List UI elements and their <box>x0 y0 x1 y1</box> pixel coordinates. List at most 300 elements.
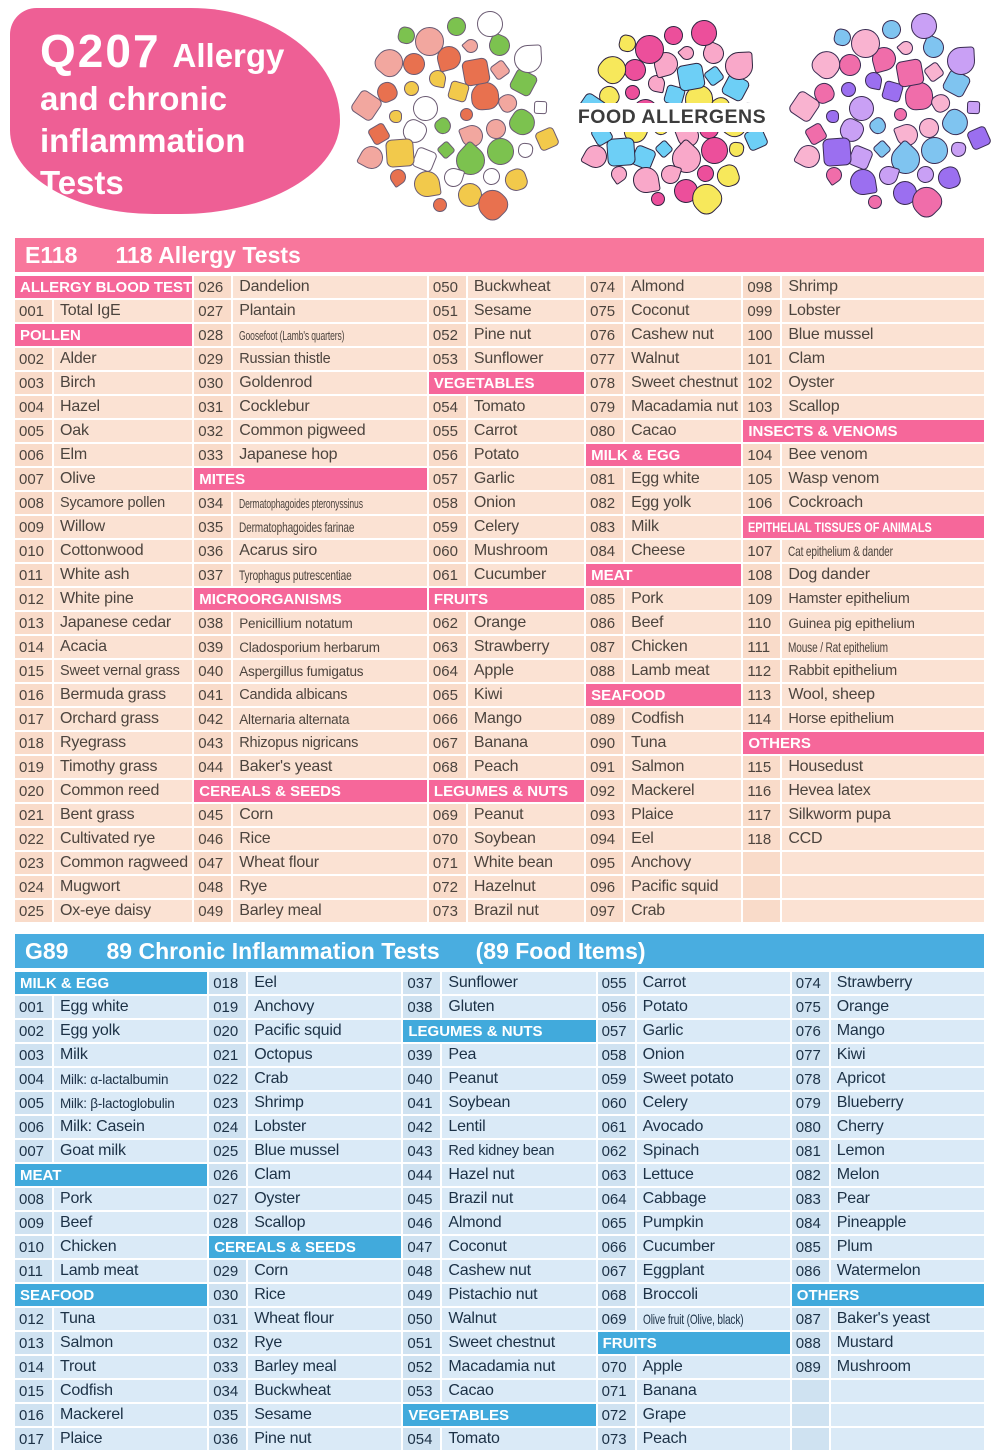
test-item-row <box>598 1092 790 1114</box>
test-name <box>248 1260 401 1282</box>
category-header-row <box>15 276 192 298</box>
test-item-row <box>15 852 192 874</box>
test-name <box>54 1260 207 1282</box>
test-name <box>248 1164 401 1186</box>
test-number: 059 <box>429 516 466 538</box>
test-number: 100 <box>743 324 780 346</box>
test-item-row <box>598 1212 790 1234</box>
test-name <box>468 300 584 322</box>
test-item-row <box>792 1044 984 1066</box>
test-item-row <box>15 1068 207 1090</box>
test-name <box>468 876 584 898</box>
test-name <box>782 300 984 322</box>
test-number: 027 <box>194 300 231 322</box>
test-number: 022 <box>15 828 52 850</box>
decor-icon <box>677 43 697 63</box>
decor-icon <box>865 192 885 212</box>
test-name <box>782 660 984 682</box>
test-number: 072 <box>429 876 466 898</box>
test-name-text: Celery <box>473 518 519 535</box>
test-name <box>233 636 427 658</box>
test-item-row <box>15 420 192 442</box>
test-name-text: Hamster epithelium <box>788 591 910 607</box>
test-item-row <box>194 396 427 418</box>
test-item-row <box>743 804 984 826</box>
category-label: MICROORGANISMS <box>199 590 342 608</box>
test-number: 044 <box>403 1164 440 1186</box>
test-name-text: Chicken <box>631 638 688 655</box>
test-number: 038 <box>194 612 231 634</box>
category-label: FRUITS <box>433 590 489 608</box>
test-name <box>782 396 984 418</box>
test-item-row <box>15 372 192 394</box>
test-name-text: Timothy grass <box>60 758 158 775</box>
decor-icon <box>371 44 409 82</box>
test-name-text: Aspergillus fumigatus <box>239 663 364 679</box>
test-name-text: Common pigweed <box>239 422 366 439</box>
test-name-text: Hazel <box>60 398 100 415</box>
test-item-row <box>429 612 584 634</box>
test-number: 079 <box>586 396 623 418</box>
test-number: 103 <box>743 396 780 418</box>
test-name <box>54 900 192 922</box>
test-name-text: Sweet chestnut <box>448 1334 555 1351</box>
table-column <box>792 972 984 1450</box>
test-name-text: Celery <box>642 1094 688 1111</box>
test-name <box>831 1308 984 1330</box>
test-name <box>233 612 427 634</box>
test-name <box>233 876 427 898</box>
test-number: 113 <box>743 684 780 706</box>
test-name-text: Guinea pig epithelium <box>788 615 915 631</box>
test-item-row <box>598 1404 790 1426</box>
test-number: 083 <box>586 516 623 538</box>
test-name <box>625 324 741 346</box>
test-item-row <box>209 1164 401 1186</box>
test-name-text: Cucumber <box>642 1238 715 1255</box>
title-line-4: Tests <box>40 164 124 201</box>
table-column <box>209 972 401 1450</box>
category-header-row <box>403 1020 595 1042</box>
food-allergens-illustration <box>566 12 778 218</box>
test-name-text: Melon <box>836 1166 880 1183</box>
test-number: 063 <box>598 1164 635 1186</box>
test-item-row <box>792 1068 984 1090</box>
test-number: 007 <box>15 468 52 490</box>
category-header-row <box>429 780 584 802</box>
category-label: LEGUMES & NUTS <box>433 782 569 800</box>
test-item-row <box>194 420 427 442</box>
test-name-text: Red kidney bean <box>448 1143 555 1159</box>
test-name-text: Goat milk <box>60 1142 126 1159</box>
test-number: 057 <box>429 468 466 490</box>
test-name <box>782 540 984 562</box>
test-name <box>54 588 192 610</box>
category-label: INSECTS & VENOMS <box>748 422 898 440</box>
test-name <box>468 348 584 370</box>
test-item-row <box>586 372 741 394</box>
test-name-text: Crab <box>254 1070 289 1087</box>
test-number: 056 <box>598 996 635 1018</box>
test-item-row <box>586 324 741 346</box>
test-number: 016 <box>15 684 52 706</box>
test-name <box>248 1044 401 1066</box>
test-item-row <box>194 612 427 634</box>
test-name <box>468 756 584 778</box>
test-number: 078 <box>792 1068 829 1090</box>
empty-row <box>743 900 984 922</box>
decor-icon <box>863 70 883 90</box>
test-item-row <box>429 708 584 730</box>
test-name <box>54 1308 207 1330</box>
test-name <box>468 636 584 658</box>
test-name-text: Egg yolk <box>60 1022 120 1039</box>
test-number: 014 <box>15 636 52 658</box>
test-name-text: Dog dander <box>788 566 870 583</box>
test-name <box>442 1428 595 1450</box>
test-name <box>54 348 192 370</box>
test-name <box>233 348 427 370</box>
decor-icon <box>915 164 935 184</box>
table-column <box>15 972 207 1450</box>
test-item-row <box>209 1284 401 1306</box>
category-header-row <box>743 732 984 754</box>
test-number: 048 <box>403 1260 440 1282</box>
test-name <box>831 1260 984 1282</box>
category-label: MILK & EGG <box>20 974 110 992</box>
test-number: 009 <box>15 516 52 538</box>
test-name-text: Alder <box>60 350 97 367</box>
test-item-row <box>743 588 984 610</box>
test-item-row <box>743 684 984 706</box>
test-name <box>442 1092 595 1114</box>
test-item-row <box>15 588 192 610</box>
test-name-text: Dermatophagoides pteronyssinus <box>239 495 364 511</box>
test-name-text: Apricot <box>836 1070 886 1087</box>
test-item-row <box>194 324 427 346</box>
decor-icon <box>444 15 468 39</box>
test-item-row <box>429 492 584 514</box>
test-number: 012 <box>15 1308 52 1330</box>
test-name <box>54 852 192 874</box>
test-name-text: Ox-eye daisy <box>60 902 151 919</box>
test-name-text: Brazil nut <box>448 1190 514 1207</box>
test-name-text: Pineapple <box>836 1214 907 1231</box>
test-number: 063 <box>429 636 466 658</box>
test-name <box>54 468 192 490</box>
test-item-row <box>598 1116 790 1138</box>
category-label: OTHERS <box>748 734 811 752</box>
test-number: 052 <box>403 1356 440 1378</box>
test-number: 109 <box>743 588 780 610</box>
test-item-row <box>209 1404 401 1426</box>
test-name-text: Cacao <box>448 1382 494 1399</box>
test-name-text: Pea <box>448 1046 477 1063</box>
test-name <box>54 1188 207 1210</box>
test-name-text: Onion <box>473 494 516 511</box>
category-header-row <box>194 588 427 610</box>
test-number: 106 <box>743 492 780 514</box>
test-number: 080 <box>586 420 623 442</box>
decor-icon <box>676 62 706 92</box>
test-item-row <box>403 1212 595 1234</box>
test-item-row <box>403 1236 595 1258</box>
test-name-text: Silkworm pupa <box>788 806 891 823</box>
test-name <box>637 996 790 1018</box>
test-item-row <box>194 516 427 538</box>
test-number: 082 <box>792 1164 829 1186</box>
test-number <box>743 852 780 874</box>
test-number: 033 <box>209 1356 246 1378</box>
test-number: 029 <box>194 348 231 370</box>
test-number: 035 <box>209 1404 246 1426</box>
test-name <box>54 732 192 754</box>
test-name <box>831 1332 984 1354</box>
test-number: 015 <box>15 660 52 682</box>
test-item-row <box>743 468 984 490</box>
test-name-text: Wool, sheep <box>788 686 875 703</box>
test-name <box>468 324 584 346</box>
test-name-text: Corn <box>254 1262 289 1279</box>
test-name <box>831 1164 984 1186</box>
test-name-text: White bean <box>473 854 553 871</box>
test-item-row <box>209 1044 401 1066</box>
test-number: 041 <box>194 684 231 706</box>
g89-table <box>15 972 984 1450</box>
test-name <box>831 1212 984 1234</box>
test-item-row <box>15 996 207 1018</box>
test-name <box>248 1284 401 1306</box>
test-item-row <box>15 1404 207 1426</box>
test-name <box>54 516 192 538</box>
test-name <box>233 684 427 706</box>
decor-icon <box>412 169 442 199</box>
test-name <box>637 1428 790 1450</box>
test-item-row <box>15 660 192 682</box>
table-column <box>586 276 741 922</box>
test-item-row <box>15 900 192 922</box>
test-number: 115 <box>743 756 780 778</box>
test-name <box>233 804 427 826</box>
test-item-row <box>209 1332 401 1354</box>
test-item-row <box>403 1260 595 1282</box>
test-name-text: Pacific squid <box>254 1022 342 1039</box>
test-name <box>442 1044 595 1066</box>
test-name <box>54 492 192 514</box>
test-name <box>782 708 984 730</box>
test-number: 074 <box>586 276 623 298</box>
test-item-row <box>209 1212 401 1234</box>
test-item-row <box>792 972 984 994</box>
test-name-text: Tuna <box>631 734 667 751</box>
test-name-text: Olive fruit (Olive, black) <box>642 1311 744 1327</box>
test-name-text: Milk: β-lactoglobulin <box>60 1095 175 1111</box>
test-item-row <box>586 708 741 730</box>
test-number: 035 <box>194 516 231 538</box>
decor-icon <box>702 65 724 87</box>
test-name-text: Kiwi <box>473 686 503 703</box>
test-name <box>625 468 741 490</box>
test-name-text: Wasp venom <box>788 470 880 487</box>
decor-icon <box>489 59 511 81</box>
test-number: 003 <box>15 1044 52 1066</box>
test-name-text: Barley meal <box>254 1358 337 1375</box>
test-item-row <box>194 876 427 898</box>
test-item-row <box>792 1236 984 1258</box>
empty-row <box>743 852 984 874</box>
test-item-row <box>194 828 427 850</box>
test-item-row <box>586 900 741 922</box>
empty-row <box>792 1428 984 1450</box>
test-name <box>248 1356 401 1378</box>
test-number: 050 <box>429 276 466 298</box>
test-name <box>468 852 584 874</box>
decor-icon <box>396 25 416 45</box>
table-column <box>743 276 984 922</box>
test-name <box>831 1140 984 1162</box>
table-column <box>15 276 192 922</box>
test-item-row <box>429 636 584 658</box>
test-number: 112 <box>743 660 780 682</box>
test-name <box>442 1164 595 1186</box>
test-number: 080 <box>792 1116 829 1138</box>
test-item-row <box>598 1356 790 1378</box>
test-number: 010 <box>15 1236 52 1258</box>
test-number: 095 <box>586 852 623 874</box>
category-header-row <box>15 324 192 346</box>
test-name <box>233 276 427 298</box>
test-name <box>831 1236 984 1258</box>
test-name <box>831 1020 984 1042</box>
test-number: 087 <box>586 636 623 658</box>
test-item-row <box>15 1020 207 1042</box>
test-name <box>54 1332 207 1354</box>
decor-icon <box>385 138 415 168</box>
test-name <box>782 804 984 826</box>
test-number: 117 <box>743 804 780 826</box>
test-item-row <box>209 1020 401 1042</box>
test-name <box>54 1140 207 1162</box>
test-item-row <box>403 1068 595 1090</box>
test-number: 104 <box>743 444 780 466</box>
test-item-row <box>429 876 584 898</box>
test-number: 073 <box>598 1428 635 1450</box>
test-number: 041 <box>403 1092 440 1114</box>
test-name <box>468 420 584 442</box>
test-number: 011 <box>15 1260 52 1282</box>
test-item-row <box>586 804 741 826</box>
test-item-row <box>429 468 584 490</box>
test-number: 040 <box>194 660 231 682</box>
test-name-text: Almond <box>631 278 685 295</box>
test-number: 023 <box>15 852 52 874</box>
test-name-text: Buckwheat <box>254 1382 331 1399</box>
test-name-text: Scallop <box>788 398 840 415</box>
category-header-row <box>194 780 427 802</box>
test-name-text: Housedust <box>788 758 864 775</box>
test-number: 026 <box>194 276 231 298</box>
test-item-row <box>743 708 984 730</box>
test-item-row <box>15 1260 207 1282</box>
table-column <box>429 276 584 922</box>
test-number: 056 <box>429 444 466 466</box>
test-number: 028 <box>209 1212 246 1234</box>
category-header-row <box>586 444 741 466</box>
test-name <box>54 1044 207 1066</box>
test-name <box>782 444 984 466</box>
category-header-row <box>792 1284 984 1306</box>
test-number <box>743 900 780 922</box>
test-item-row <box>743 348 984 370</box>
test-item-row <box>743 396 984 418</box>
test-name-text: Orange <box>836 998 889 1015</box>
decor-icon <box>848 167 878 197</box>
category-label: SEAFOOD <box>591 686 666 704</box>
test-number: 038 <box>403 996 440 1018</box>
decor-icon <box>966 125 992 151</box>
test-number: 065 <box>598 1212 635 1234</box>
test-item-row <box>598 1260 790 1282</box>
test-item-row <box>209 1428 401 1450</box>
decor-icon <box>714 162 742 190</box>
test-item-row <box>586 492 741 514</box>
test-item-row <box>403 1428 595 1450</box>
test-name-text: Sweet chestnut <box>631 374 738 391</box>
test-item-row <box>15 1356 207 1378</box>
test-item-row <box>194 804 427 826</box>
test-name <box>54 444 192 466</box>
decor-icon <box>935 164 963 192</box>
test-name <box>468 900 584 922</box>
test-item-row <box>194 444 427 466</box>
category-label: MEAT <box>20 1166 62 1184</box>
test-name <box>54 1380 207 1402</box>
test-name <box>54 996 207 1018</box>
test-name <box>625 492 741 514</box>
test-name-text: Coconut <box>448 1238 507 1255</box>
test-number: 005 <box>15 1092 52 1114</box>
test-name-text: CCD <box>788 830 823 847</box>
test-name-text: Sycamore pollen <box>60 495 165 511</box>
test-item-row <box>15 564 192 586</box>
test-number: 064 <box>429 660 466 682</box>
test-name-text: Lettuce <box>642 1166 694 1183</box>
category-header-row <box>15 1284 207 1306</box>
test-number: 036 <box>194 540 231 562</box>
decor-icon <box>593 50 631 88</box>
test-name-text: Shrimp <box>254 1094 304 1111</box>
test-name-text: Dermatophagoides farinae <box>239 519 355 535</box>
test-name-text: Bee venom <box>788 446 868 463</box>
test-item-row <box>598 1236 790 1258</box>
test-item-row <box>586 348 741 370</box>
test-item-row <box>792 1356 984 1378</box>
test-item-row <box>194 348 427 370</box>
test-number: 116 <box>743 780 780 802</box>
test-number: 062 <box>429 612 466 634</box>
test-number: 023 <box>209 1092 246 1114</box>
test-item-row <box>743 636 984 658</box>
decor-icon <box>437 140 457 160</box>
test-name-text: Peach <box>473 758 519 775</box>
category-header-row <box>194 468 427 490</box>
test-item-row <box>403 1284 595 1306</box>
category-header-row <box>403 1404 595 1426</box>
test-number: 074 <box>792 972 829 994</box>
test-name-text: Oyster <box>788 374 835 391</box>
category-label: MILK & EGG <box>591 446 681 464</box>
test-name <box>625 540 741 562</box>
